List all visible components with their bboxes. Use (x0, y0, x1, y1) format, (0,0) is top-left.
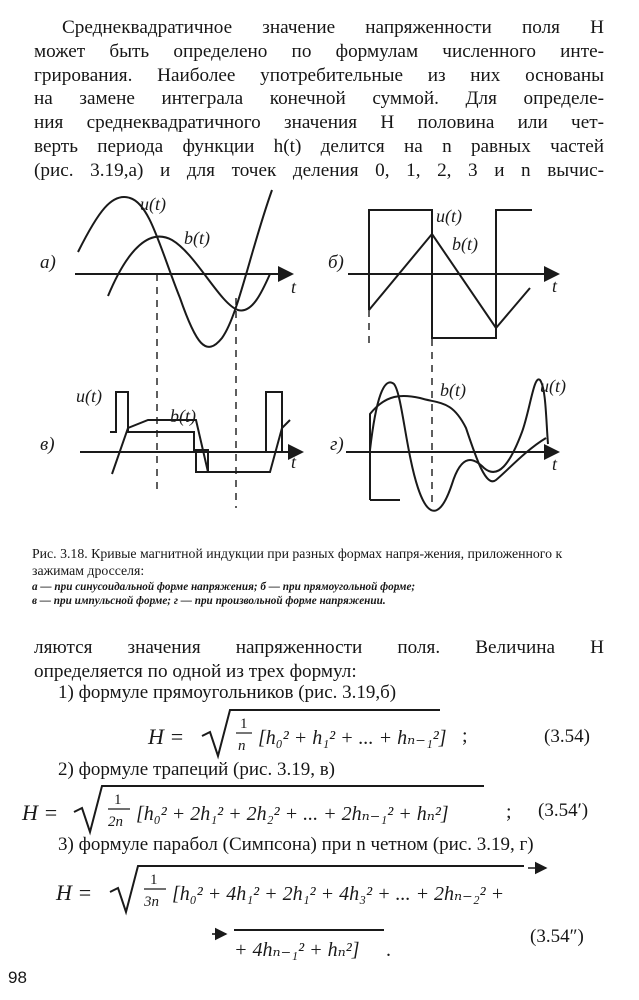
intro-line: Среднеквадратичное значение напряженности поля H (62, 17, 604, 38)
curve-label-b-a: b(t) (184, 228, 210, 248)
curve-label-b-g: b(t) (440, 380, 466, 400)
svg-text:3n: 3n (144, 894, 159, 910)
method-item-rectangles: 1) формуле прямоугольников (рис. 3.19,б) (58, 682, 397, 703)
page-number: 98 (8, 968, 27, 987)
equation-3-54-prime (14, 782, 534, 838)
svg-text:n: n (238, 738, 246, 754)
intro-paragraph (34, 16, 604, 183)
svg-text:[h₀² + 2h₁² + 2h₂² + ... + 2hₙ: [h₀² + 2h₁² + 2h₂² + ... + 2hₙ₋₁² + hₙ²] (136, 803, 449, 825)
intro-line: может быть определено по формулам численного инте- (34, 40, 604, 62)
curve-b-g (370, 396, 546, 500)
svg-text:H =: H = (56, 880, 93, 905)
intro-line: (рис. 3.19,а) и для точек деления 0, 1, 2, 3 и n вычис- (34, 159, 604, 181)
svg-text:+ 4hₙ₋₁² + hₙ²]: + 4hₙ₋₁² + hₙ²] (234, 939, 360, 961)
curve-label-b-b: b(t) (452, 234, 478, 254)
svg-text:.: . (386, 939, 391, 961)
equation-number: (3.54′) (538, 800, 589, 821)
after-paragraph (34, 636, 604, 684)
equation-number: (3.54″) (530, 926, 584, 947)
after-line: определяется по одной из трех формул: (34, 660, 357, 682)
svg-text:H =: H = (148, 724, 185, 749)
svg-text:1: 1 (150, 872, 158, 888)
axis-label-t-b: t (552, 276, 558, 296)
svg-text:1: 1 (114, 792, 122, 808)
figure-caption (32, 545, 606, 608)
method-item-parabolas: 3) формуле парабол (Симпсона) при n четном (рис. 3.19, г) (58, 834, 534, 855)
curve-u-v (110, 392, 290, 472)
axis-label-t-v: t (291, 452, 297, 472)
svg-text:;: ; (462, 725, 468, 747)
curve-b-v (112, 420, 290, 474)
svg-text:;: ; (506, 801, 512, 823)
curve-label-u-b: u(t) (436, 206, 462, 226)
intro-line: на замене интеграла конечной суммой. Для определе- (34, 88, 604, 110)
svg-text:[h₀² + h₁² + ... + hₙ₋₁²]: [h₀² + h₁² + ... + hₙ₋₁²] (258, 727, 447, 749)
intro-line: верть периода функции h(t) делится на n равных частей (34, 135, 604, 157)
panel-label-g: г) (330, 434, 344, 455)
curve-label-u-v: u(t) (76, 386, 102, 406)
intro-line: грирования. Наиболее употребительные из них основаны (34, 64, 604, 86)
svg-text:2n: 2n (108, 814, 123, 830)
equation-3-54-double-prime (54, 860, 614, 978)
intro-line: ния среднеквадратичного значения H половина или чет- (34, 112, 604, 134)
axis-label-t-a: t (291, 277, 297, 297)
curve-u-a (78, 190, 272, 347)
after-line: ляются значения напряженности поля. Величина H (34, 637, 604, 658)
equation-number: (3.54) (544, 726, 590, 747)
svg-text:1: 1 (240, 716, 248, 732)
curve-label-b-v: b(t) (170, 406, 196, 426)
method-item-trapezoids: 2) формуле трапеций (рис. 3.19, в) (58, 759, 336, 780)
curve-label-u-g: u(t) (540, 376, 566, 396)
panel-label-v: в) (40, 434, 55, 455)
panel-label-b: б) (328, 252, 344, 273)
caption-line: в — при импульсной форме; г — при произвольной форме напряжении. (32, 595, 386, 607)
caption-title: Рис. 3.18. Кривые магнитной индукции при разных формах напря-жения, приложенного к зажимам дросселя: (32, 546, 563, 578)
curve-b-b (369, 234, 530, 328)
curve-label-u-a: u(t) (140, 194, 166, 214)
axis-label-t-g: t (552, 454, 558, 474)
caption-line: а — при синусоидальной форме напряжения; б — при прямоугольной форме; (32, 581, 416, 593)
svg-text:H =: H = (22, 800, 59, 825)
panel-label-a: а) (40, 252, 56, 273)
svg-text:[h₀² + 4h₁² + 2h₁² + 4h₃² + ..: [h₀² + 4h₁² + 2h₁² + 4h₃² + ... + 2hₙ₋₂² + (172, 883, 505, 905)
figure-waveforms (0, 188, 639, 538)
